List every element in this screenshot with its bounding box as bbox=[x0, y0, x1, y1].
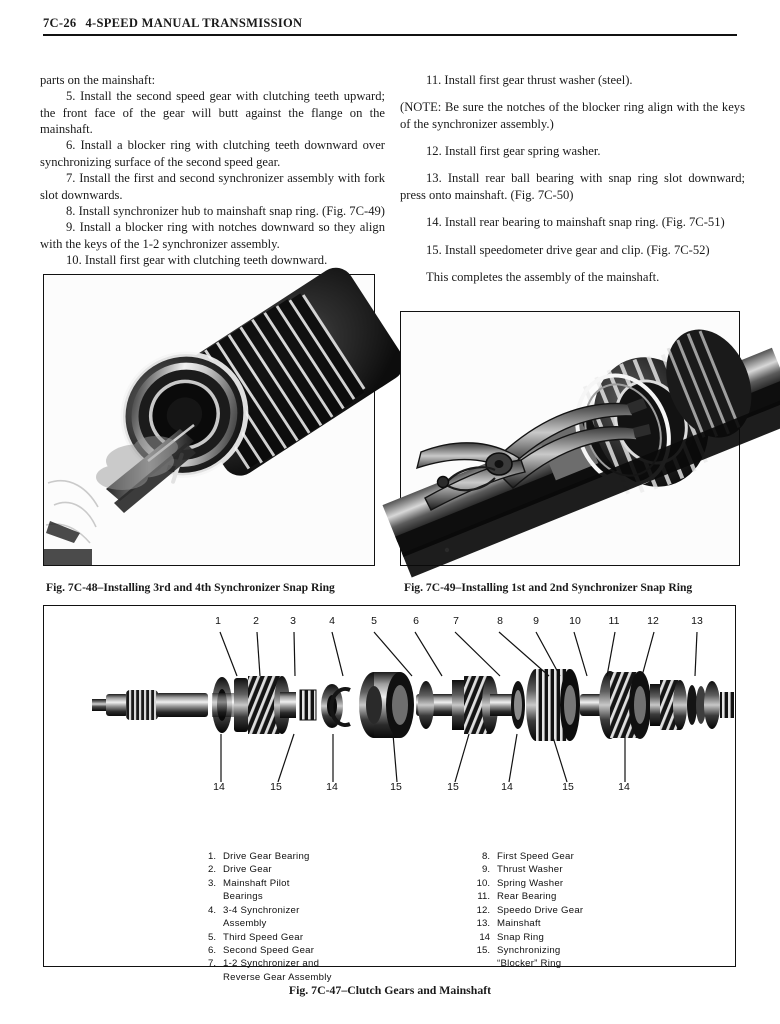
legend-item-number: 1. bbox=[207, 851, 216, 862]
legend-item-number: 4. bbox=[207, 904, 216, 916]
legend-item-label: Thrust Washer bbox=[497, 864, 563, 876]
figure-photo-7c-49 bbox=[400, 311, 740, 566]
page-header bbox=[43, 16, 737, 36]
page-title: 4-SPEED MANUAL TRANSMISSION bbox=[85, 16, 303, 30]
legend-item-number: 8. bbox=[481, 851, 490, 862]
legend-item-number: 2. bbox=[207, 864, 216, 876]
legend-item bbox=[470, 931, 680, 944]
paragraph-step-11: 11. Install first gear thrust washer (steel). bbox=[426, 73, 633, 87]
legend-item-label: Third Speed Gear bbox=[223, 931, 304, 943]
photo-image-snap-ring-1st-2nd bbox=[401, 312, 739, 565]
callout-label: 15 bbox=[390, 781, 402, 793]
paragraph-step-14: 14. Install rear bearing to mainshaft snap ring. (Fig. 7C-51) bbox=[426, 215, 725, 230]
legend-item-label: First Speed Gear bbox=[497, 851, 575, 862]
callout-label: 14 bbox=[618, 781, 630, 793]
legend-item bbox=[470, 877, 680, 890]
legend-item bbox=[470, 944, 680, 957]
callout-label: 13 bbox=[691, 615, 703, 627]
paragraph-step-8: 8. Install synchronizer hub to mainshaft snap ring. (Fig. 7C-49) bbox=[66, 203, 385, 218]
paragraph-step-9: 9. Install a blocker ring with notches downward so they align with the keys of the 1-2 synchronizer assembly. bbox=[40, 220, 385, 251]
callout-label: 7 bbox=[453, 615, 459, 627]
legend-item bbox=[196, 931, 406, 944]
legend-item-number: 14 bbox=[479, 931, 490, 943]
legend-item-number: 15. bbox=[476, 944, 490, 956]
page-header-line bbox=[43, 16, 737, 31]
parts-legend-column-right bbox=[470, 850, 680, 984]
legend-item-label: Mainshaft bbox=[497, 918, 541, 930]
figure-exploded-view-7c-47 bbox=[43, 605, 736, 983]
legend-item bbox=[196, 877, 406, 890]
legend-item-number: 11. bbox=[477, 891, 490, 903]
callout-label: 6 bbox=[413, 615, 419, 627]
legend-item bbox=[470, 890, 680, 903]
paragraph-step-12: 12. Install first gear spring washer. bbox=[426, 144, 601, 159]
legend-item bbox=[470, 850, 680, 863]
legend-item-label: 1-2 Synchronizer and bbox=[223, 958, 320, 970]
callout-label: 14 bbox=[213, 781, 225, 793]
photo-image-snap-ring-3rd-4th bbox=[44, 275, 374, 565]
legend-item bbox=[196, 863, 406, 876]
callout-label: 15 bbox=[562, 781, 574, 793]
legend-item-label-continued: Assembly bbox=[223, 918, 267, 930]
callout-label: 14 bbox=[501, 781, 513, 793]
paragraph: parts on the mainshaft: bbox=[40, 73, 156, 87]
legend-item-number: 3. bbox=[207, 877, 216, 889]
text-column-left bbox=[40, 72, 385, 268]
legend-item bbox=[196, 944, 406, 957]
legend-item-number: 5. bbox=[207, 931, 216, 943]
paragraph-step-13: 13. Install rear ball bearing with snap ring slot downward; press onto mainshaft. (Fig. 7C-50) bbox=[400, 171, 745, 202]
legend-item-number: 9. bbox=[481, 864, 490, 876]
callout-label: 4 bbox=[329, 615, 335, 627]
legend-item-label: Snap Ring bbox=[497, 931, 545, 943]
legend-item bbox=[196, 850, 406, 863]
legend-item-label: Second Speed Gear bbox=[223, 944, 315, 956]
callout-label: 15 bbox=[270, 781, 282, 793]
callout-label: 1 bbox=[215, 615, 221, 627]
legend-item-label: Spring Washer bbox=[497, 877, 564, 889]
paragraph-step-6: 6. Install a blocker ring with clutching teeth downward over synchronizing surface of the second speed gear. bbox=[40, 138, 385, 169]
legend-item-label: Speedo Drive Gear bbox=[497, 904, 584, 916]
legend-item-label: 3-4 Synchronizer bbox=[223, 904, 300, 916]
text-column-right bbox=[400, 72, 745, 285]
paragraph-note: (NOTE: Be sure the notches of the blocker ring align with the keys of the synchronizer assembly.) bbox=[400, 100, 745, 131]
callout-label: 14 bbox=[326, 781, 338, 793]
legend-item-number: 7. bbox=[207, 958, 216, 970]
legend-item bbox=[196, 904, 406, 917]
callout-label: 8 bbox=[497, 615, 503, 627]
paragraph-closing: This completes the assembly of the mainshaft. bbox=[426, 269, 660, 284]
callout-label: 9 bbox=[533, 615, 539, 627]
paragraph-step-10: 10. Install first gear with clutching teeth downward. bbox=[66, 252, 328, 267]
parts-legend bbox=[196, 850, 696, 984]
legend-item-label-continued: Reverse Gear Assembly bbox=[223, 971, 332, 983]
legend-item-label: Mainshaft Pilot bbox=[223, 877, 290, 889]
figure-caption-7c-48: Fig. 7C-48–Installing 3rd and 4th Synchronizer Snap Ring bbox=[46, 581, 335, 594]
paragraph-step-7: 7. Install the first and second synchronizer assembly with fork slot downwards. bbox=[40, 171, 385, 202]
page-number: 7C-26 bbox=[43, 16, 77, 30]
figure-photo-7c-48 bbox=[43, 274, 375, 566]
callout-label: 12 bbox=[647, 615, 659, 627]
figure-caption-7c-49: Fig. 7C-49–Installing 1st and 2nd Synchronizer Snap Ring bbox=[404, 581, 693, 594]
legend-item bbox=[470, 917, 680, 930]
legend-item bbox=[470, 863, 680, 876]
exploded-tail-shaft bbox=[644, 696, 732, 714]
callout-label: 11 bbox=[608, 615, 620, 627]
legend-item-label-continued: “Blocker” Ring bbox=[497, 958, 562, 970]
callout-label: 10 bbox=[569, 615, 581, 627]
legend-item-number: 6. bbox=[207, 944, 216, 956]
legend-item-label: Rear Bearing bbox=[497, 891, 557, 903]
legend-item-number: 12. bbox=[476, 904, 490, 916]
callout-label: 3 bbox=[290, 615, 296, 627]
legend-item-number: 10. bbox=[476, 877, 490, 889]
legend-item-number: 13. bbox=[476, 918, 490, 930]
legend-item-label: Drive Gear Bearing bbox=[223, 851, 310, 862]
paragraph-step-5: 5. Install the second speed gear with clutching teeth upward; the front face of the gear will butt against the flange on the mainshaft. bbox=[40, 89, 385, 137]
callout-label: 2 bbox=[253, 615, 259, 627]
callout-label: 5 bbox=[371, 615, 377, 627]
paragraph-step-15: 15. Install speedometer drive gear and clip. (Fig. 7C-52) bbox=[426, 242, 710, 257]
figure-caption-7c-47: Fig. 7C-47–Clutch Gears and Mainshaft bbox=[288, 983, 492, 997]
legend-item-label: Synchronizing bbox=[497, 944, 561, 956]
callout-label: 15 bbox=[447, 781, 459, 793]
legend-item-label: Drive Gear bbox=[223, 864, 272, 876]
legend-item bbox=[470, 904, 680, 917]
header-rule bbox=[43, 34, 737, 36]
legend-item bbox=[196, 957, 406, 970]
parts-legend-column-left bbox=[196, 850, 406, 984]
legend-item-label-continued: Bearings bbox=[223, 891, 263, 903]
